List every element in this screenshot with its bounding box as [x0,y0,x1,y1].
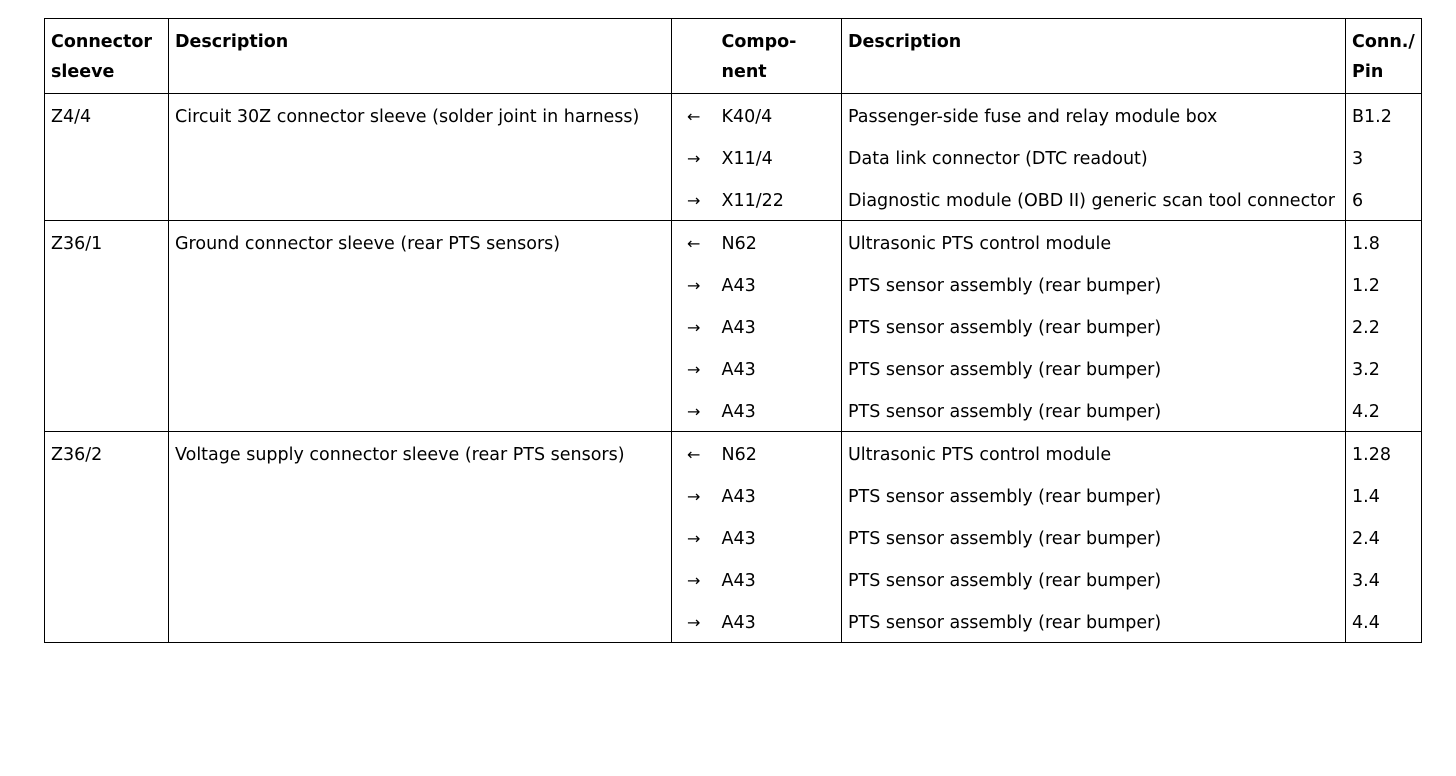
connector-pin: B1.2 [1346,94,1422,137]
table-body [45,94,1422,643]
connector-pin: 2.2 [1346,305,1422,347]
arrow-left-icon: ← [672,221,716,264]
component-id: A43 [716,600,842,643]
connector-pin: 3.2 [1346,347,1422,389]
connector-pin: 4.4 [1346,600,1422,643]
arrow-right-icon: → [687,571,701,590]
arrow-right-icon: → [687,360,701,379]
header-connector-sleeve: Connector sleeve [45,19,169,94]
table-row [45,94,1422,137]
component-id: A43 [716,263,842,305]
arrow-right-icon: → [687,318,701,337]
header-direction [672,19,716,94]
arrow-right-icon: → [687,529,701,548]
component-description: PTS sensor assembly (rear bumper) [842,600,1346,643]
connector-sleeve-id: Z36/2 [45,432,169,643]
component-id: K40/4 [716,94,842,137]
header-component: Compo- nent [716,19,842,94]
component-id: A43 [716,389,842,432]
header-conn-pin: Conn./ Pin [1346,19,1422,94]
component-id: A43 [716,558,842,600]
table-row [45,221,1422,264]
arrow-right-icon: → [687,487,701,506]
component-description: PTS sensor assembly (rear bumper) [842,516,1346,558]
connector-sleeve-description: Circuit 30Z connector sleeve (solder joint in harness) [169,94,672,221]
connector-pin: 4.2 [1346,389,1422,432]
component-id: A43 [716,305,842,347]
connector-sleeve-table [44,18,1422,643]
connector-sleeve-id: Z4/4 [45,94,169,221]
connector-pin: 1.8 [1346,221,1422,264]
connector-pin: 1.4 [1346,474,1422,516]
arrow-left-icon: ← [672,432,716,475]
component-description: PTS sensor assembly (rear bumper) [842,474,1346,516]
component-id: X11/22 [716,178,842,221]
connector-sleeve-description: Voltage supply connector sleeve (rear PTS sensors) [169,432,672,643]
component-description: Passenger-side fuse and relay module box [842,94,1346,137]
connector-pin: 1.2 [1346,263,1422,305]
connector-pin: 3 [1346,136,1422,178]
component-id: N62 [716,221,842,264]
table-row [45,432,1422,475]
component-description: Data link connector (DTC readout) [842,136,1346,178]
arrow-left-icon: ← [672,94,716,137]
component-description: PTS sensor assembly (rear bumper) [842,263,1346,305]
component-description: Ultrasonic PTS control module [842,221,1346,264]
header-description-component: Description [842,19,1346,94]
arrow-right-icon: → [687,149,701,168]
header-description: Description [169,19,672,94]
arrow-right-icon: → [687,191,701,210]
component-description: PTS sensor assembly (rear bumper) [842,347,1346,389]
component-id: A43 [716,347,842,389]
connector-pin: 6 [1346,178,1422,221]
connector-sleeve-id: Z36/1 [45,221,169,432]
component-id: A43 [716,474,842,516]
connector-sleeve-description: Ground connector sleeve (rear PTS sensors) [169,221,672,432]
component-id: X11/4 [716,136,842,178]
connector-pin: 1.28 [1346,432,1422,475]
component-description: PTS sensor assembly (rear bumper) [842,558,1346,600]
connector-pin: 3.4 [1346,558,1422,600]
arrow-right-icon: → [672,600,716,643]
component-description: Diagnostic module (OBD II) generic scan tool connector [842,178,1346,221]
component-id: N62 [716,432,842,475]
header-row [45,19,1422,94]
component-description: PTS sensor assembly (rear bumper) [842,305,1346,347]
component-id: A43 [716,516,842,558]
connector-pin: 2.4 [1346,516,1422,558]
component-description: Ultrasonic PTS control module [842,432,1346,475]
arrow-right-icon: → [687,276,701,295]
component-description: PTS sensor assembly (rear bumper) [842,389,1346,432]
arrow-right-icon: → [687,402,701,421]
